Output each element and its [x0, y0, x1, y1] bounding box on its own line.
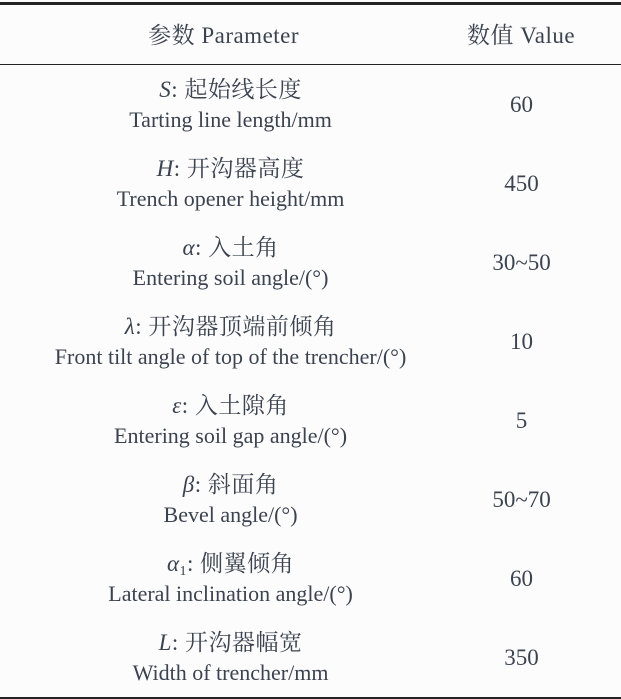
parameter-symbol: α — [166, 551, 180, 576]
parameter-name-cn — [14, 469, 447, 500]
table-row — [0, 460, 621, 539]
table-row — [0, 618, 621, 698]
parameter-cn-text: : 开沟器顶端前倾角 — [135, 314, 337, 339]
parameter-name-en: Width of trencher/mm — [132, 660, 329, 685]
table-header-row — [0, 4, 621, 65]
parameter-name-en: Trench opener height/mm — [116, 186, 345, 211]
value-cell: 50~70 — [492, 486, 551, 512]
parameter-name-en: Tarting line length/mm — [129, 107, 332, 132]
parameter-name-cn — [14, 311, 447, 342]
header-parameter: 参数 Parameter — [148, 23, 300, 48]
parameter-symbol: α — [182, 235, 196, 260]
parameter-cn-text: : 入土角 — [195, 235, 279, 260]
parameter-name-cn — [14, 232, 447, 263]
parameter-symbol: H — [156, 156, 174, 181]
parameter-name-en: Entering soil angle/(°) — [132, 265, 329, 290]
parameter-symbol: ε — [172, 393, 182, 418]
parameter-cn-text: : 侧翼倾角 — [187, 551, 295, 576]
table-row — [0, 381, 621, 460]
parameter-cn-text: : 斜面角 — [194, 472, 279, 497]
parameter-cell — [0, 144, 447, 223]
parameter-cell — [0, 223, 447, 302]
parameter-name-en: Lateral inclination angle/(°) — [108, 581, 353, 606]
parameter-cn-text: : 入土隙角 — [181, 393, 289, 418]
parameter-name-en: Entering soil gap angle/(°) — [114, 423, 348, 448]
parameter-cell — [0, 65, 447, 145]
table-row — [0, 539, 621, 618]
parameter-cell — [0, 618, 447, 698]
parameter-name-cn — [14, 627, 447, 658]
table-row — [0, 65, 621, 145]
parameter-name-en: Front tilt angle of top of the trencher/(°) — [54, 344, 407, 369]
parameter-cn-text: : 起始线长度 — [171, 77, 302, 102]
parameter-name-cn — [14, 153, 447, 184]
parameter-cell — [0, 539, 447, 618]
parameter-cell — [0, 381, 447, 460]
parameter-cell — [0, 460, 447, 539]
value-cell: 450 — [504, 170, 539, 196]
parameter-name-en: Bevel angle/(°) — [163, 502, 298, 527]
table-row — [0, 302, 621, 381]
value-cell: 5 — [515, 407, 528, 433]
parameter-symbol-subscript: 1 — [179, 564, 188, 579]
parameter-name-cn — [14, 74, 447, 105]
parameter-symbol: λ — [124, 314, 136, 339]
value-cell: 60 — [510, 565, 534, 591]
parameter-name-cn — [14, 548, 447, 579]
value-cell: 350 — [504, 644, 539, 670]
parameter-cn-text: : 开沟器高度 — [173, 156, 305, 181]
value-cell: 60 — [510, 91, 534, 117]
parameters-table — [0, 2, 621, 699]
table-row — [0, 144, 621, 223]
parameter-symbol: S — [159, 77, 172, 102]
value-cell: 10 — [510, 328, 534, 354]
parameter-cn-text: : 开沟器幅宽 — [171, 630, 303, 655]
parameter-name-cn — [14, 390, 447, 421]
header-value: 数值 Value — [466, 23, 576, 48]
table-row — [0, 223, 621, 302]
parameter-symbol: β — [182, 472, 195, 497]
parameter-symbol: L — [158, 630, 172, 655]
value-cell: 30~50 — [492, 249, 551, 275]
parameter-cell — [0, 302, 447, 381]
